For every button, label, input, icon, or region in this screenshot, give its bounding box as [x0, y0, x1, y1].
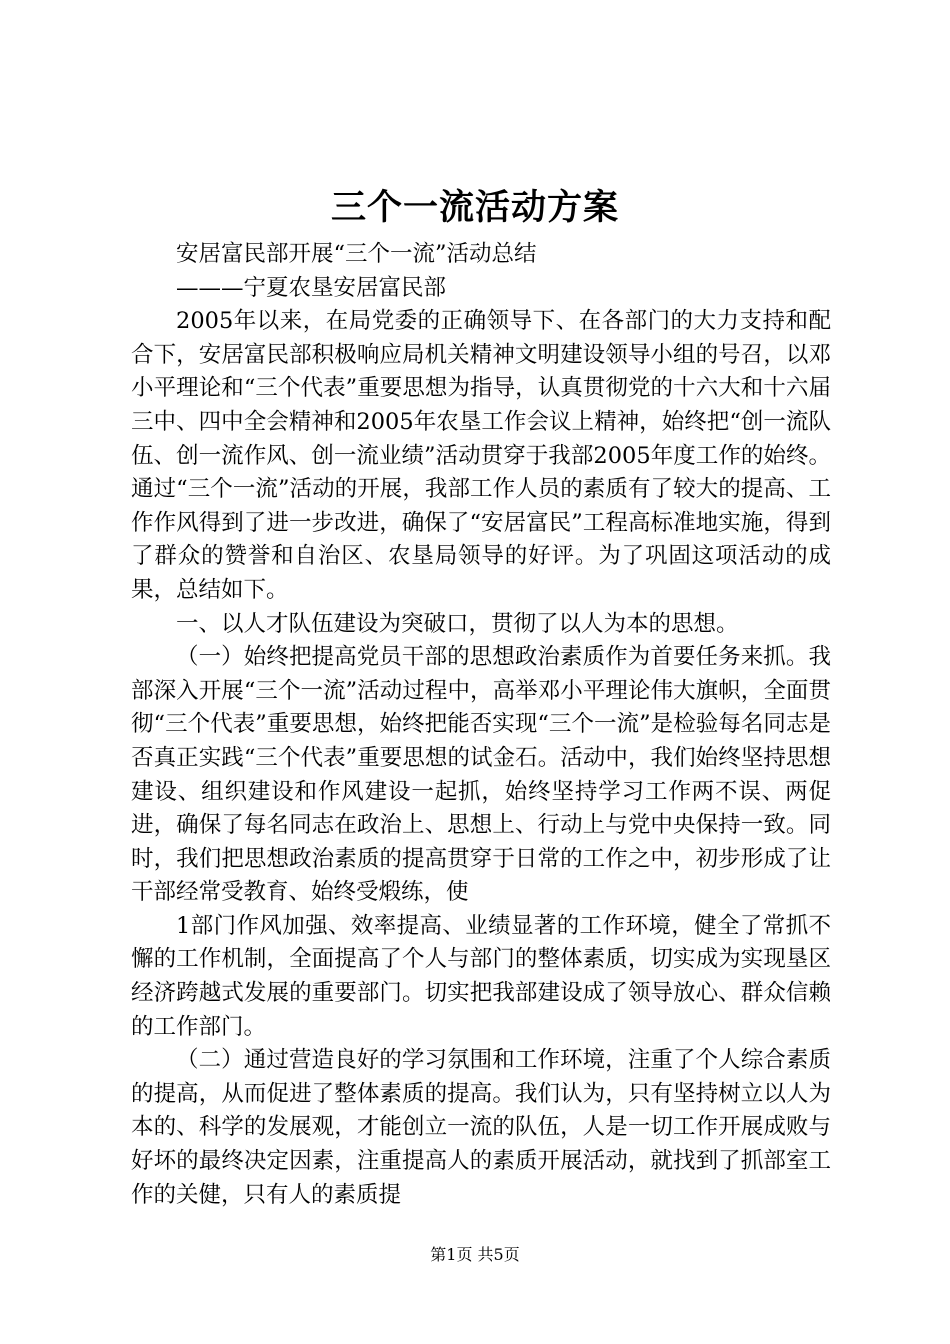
document-body [131, 238, 831, 1212]
body-paragraph: 1部门作风加强、效率提高、业绩显著的工作环境，健全了常抓不懈的工作机制，全面提高了个人与部门的整体素质，切实成为实现垦区经济跨越式发展的重要部门。切实把我部建设成了领导放心、群众信赖的工作部门。 [131, 912, 831, 1040]
intro-paragraph: 2005年以来，在局党委的正确领导下、在各部门的大力支持和配合下，安居富民部积极响应局机关精神文明建设领导小组的号召，以邓小平理论和“三个代表”重要思想为指导，认真贯彻党的十六大和十六届三中、四中全会精神和2005年农垦工作会议上精神，始终把“创一流队伍、创一流作风、创一流业绩”活动贯穿于我部2005年度工作的始终。通过“三个一流”活动的开展，我部工作人员的素质有了较大的提高、工作作风得到了进一步改进，确保了“安居富民”工程高标准地实施，得到了群众的赞誉和自治区、农垦局领导的好评。为了巩固这项活动的成果，总结如下。 [131, 308, 831, 603]
section-heading-1: 一、以人才队伍建设为突破口，贯彻了以人为本的思想。 [176, 610, 739, 637]
body-paragraph: （一）始终把提高党员干部的思想政治素质作为首要任务来抓。我部深入开展“三个一流”活动过程中，高举邓小平理论伟大旗帜，全面贯彻“三个代表”重要思想，始终把能否实现“三个一流”是检验每名同志是否真正实践“三个代表”重要思想的试金石。活动中，我们始终坚持思想建设、组织建设和作风建设一起抓，始终坚持学习工作两不误、两促进，确保了每名同志在政治上、思想上、行动上与党中央保持一致。同时，我们把思想政治素质的提高贯穿于日常的工作之中，初步形成了让干部经常受教育、始终受煅练，使 [131, 644, 831, 906]
author-paragraph: ———宁夏农垦安居富民部 [176, 274, 447, 301]
page-footer: 第1页 共5页 [430, 1245, 520, 1264]
subtitle-paragraph: 安居富民部开展“三个一流”活动总结 [176, 241, 537, 267]
body-paragraph: （二）通过营造良好的学习氛围和工作环境，注重了个人综合素质的提高，从而促进了整体素质的提高。我们认为，只有坚持树立以人为本的、科学的发展观，才能创立一流的队伍，人是一切工作开展成败与好坏的最终决定因素，注重提高人的素质开展活动，就找到了抓部室工作的关健，只有人的素质提 [131, 1047, 831, 1208]
document-title: 三个一流活动方案 [330, 187, 619, 228]
